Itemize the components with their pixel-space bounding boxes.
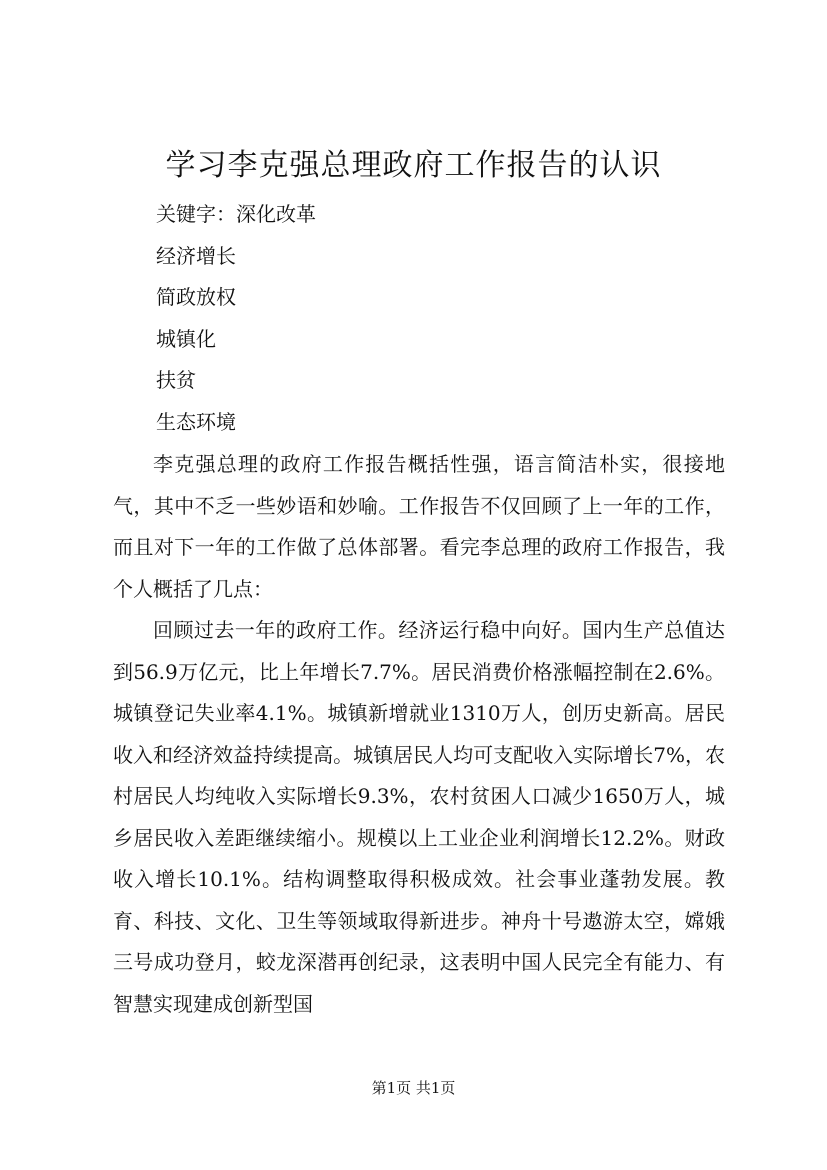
document-body [113, 444, 725, 1025]
body-paragraph: 李克强总理的政府工作报告概括性强，语言简洁朴实，很接地气，其中不乏一些妙语和妙喻。工作报告不仅回顾了上一年的工作，而且对下一年的工作做了总体部署。看完李总理的政府工作报告，我个人概括了几点： [113, 452, 725, 601]
keyword-item: 生态环境 [156, 409, 236, 434]
page-number-footer: 第1页 共1页 [371, 1079, 456, 1097]
keyword-item: 扶贫 [156, 368, 196, 392]
body-paragraph: 回顾过去一年的政府工作。经济运行稳中向好。国内生产总值达到56.9万亿元，比上年增长7.7%。居民消费价格涨幅控制在2.6%。城镇登记失业率4.1%。城镇新增就业1310万人，创历史新高。居民收入和经济效益持续提高。城镇居民人均可支配收入实际增长7%，农村居民人均纯收入实际增长9.3%，农村贫困人口减少1650万人，城乡居民收入差距继续缩小。规模以上工业企业利润增长12.2%。财政收入增长10.1%。结构调整取得积极成效。社会事业蓬勃发展。教育、科技、文化、卫生等领域取得新进步。神舟十号遨游太空，嫦娥三号成功登月，蛟龙深潜再创纪录，这表明中国人民完全有能力、有智慧实现建成创新型国 [113, 618, 725, 1016]
keyword-item: 经济增长 [156, 243, 236, 268]
keyword-item: 简政放权 [156, 285, 236, 309]
document-title: 学习李克强总理政府工作报告的认识 [165, 148, 662, 183]
keyword-item: 城镇化 [156, 326, 216, 351]
keyword-item: 关键字：深化改革 [156, 202, 316, 226]
keyword-list [156, 194, 316, 443]
